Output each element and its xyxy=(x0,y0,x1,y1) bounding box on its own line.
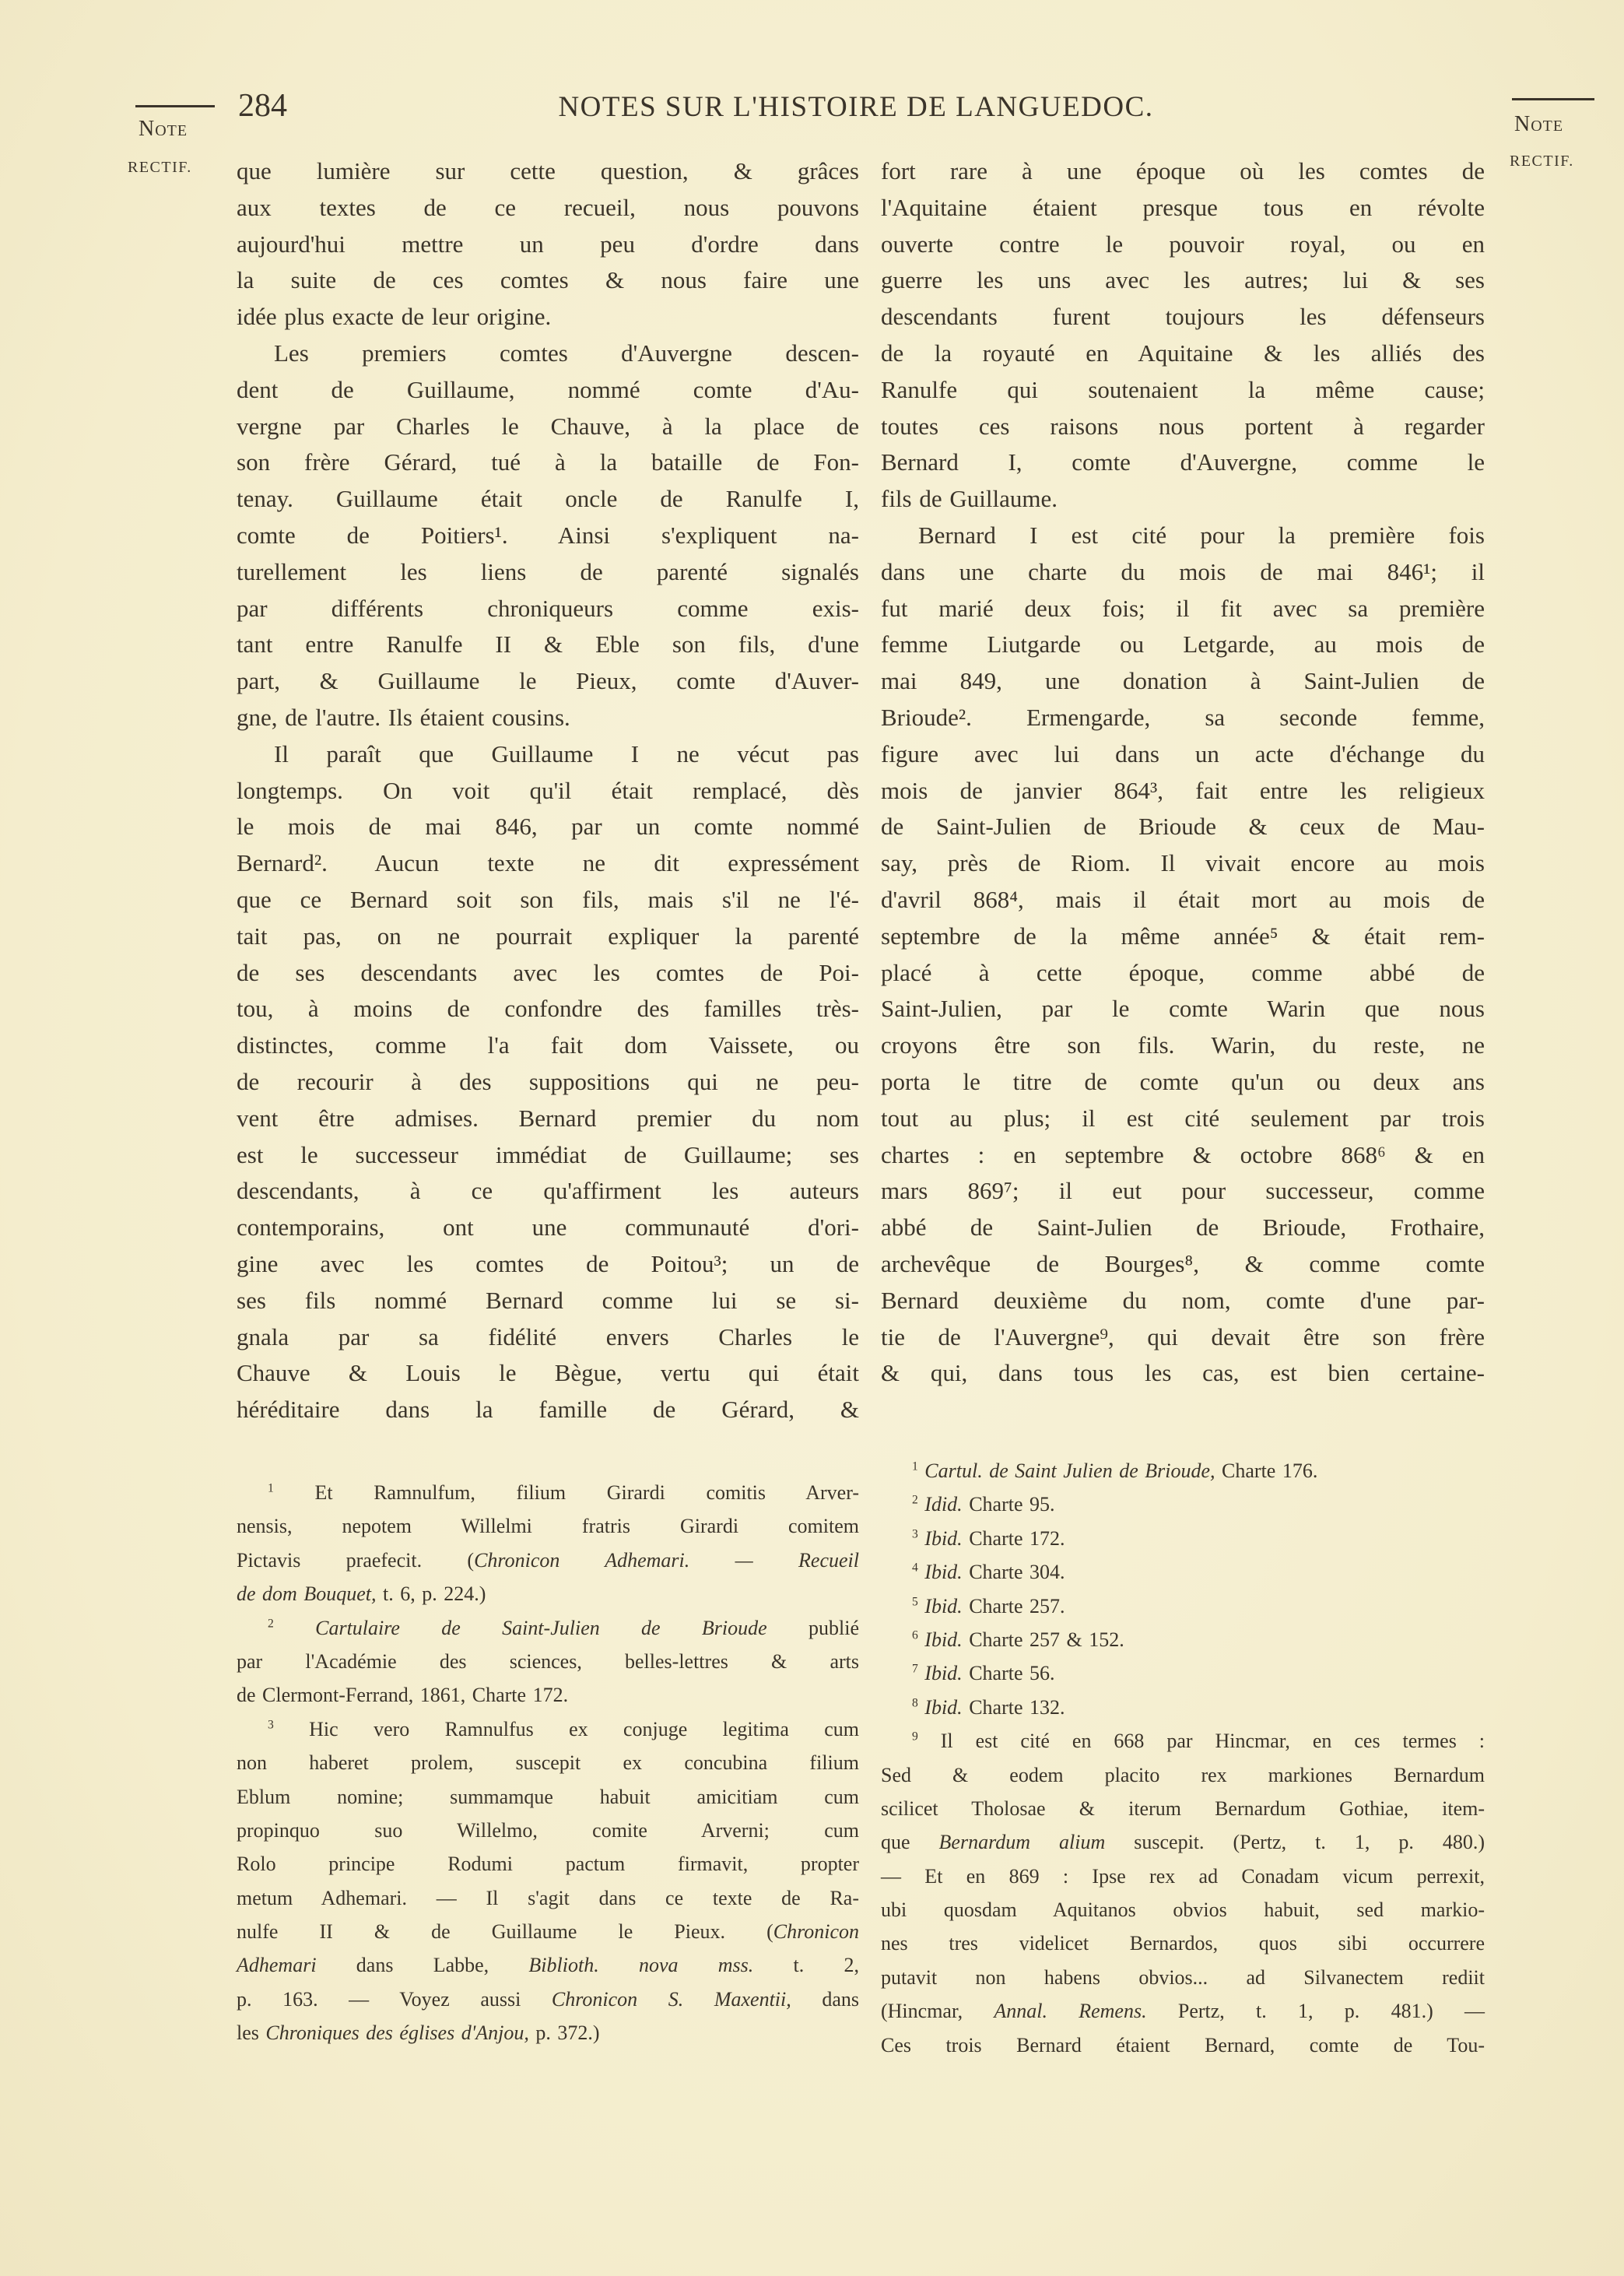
italic-citation: Cartul. de Saint Julien de Brioude, xyxy=(917,1459,1215,1482)
body-text-line: Saint-Julien, par le comte Warin que nous xyxy=(881,995,1485,1023)
text-segment: p. 163. — Voyez aussi xyxy=(237,1987,552,2011)
body-text-line: distinctes, comme l'a fait dom Vaissete, ou xyxy=(237,1031,859,1059)
footnote-line xyxy=(881,1522,1485,1555)
text-segment: t. 2, xyxy=(753,1954,859,1977)
footnote-line xyxy=(237,2016,859,2049)
footnote-line xyxy=(881,1961,1485,1994)
body-text-line: de recourir à des suppositions qui ne peu- xyxy=(237,1067,859,1095)
body-text-line: gine avec les comtes de Poitou³; un de xyxy=(237,1249,859,1277)
margin-note-right: Note xyxy=(1514,112,1564,136)
body-text-line: descendants furent toujours les défenseurs xyxy=(881,303,1485,331)
footnote-line xyxy=(237,1881,859,1915)
body-text-line: dans une charte du mois de mai 846¹; il xyxy=(881,557,1485,585)
body-text-line: héréditaire dans la famille de Gérard, & xyxy=(237,1396,859,1424)
footnote-line xyxy=(237,1544,859,1577)
body-text-line: que ce Bernard soit son fils, mais s'il ne l'é- xyxy=(237,885,859,913)
body-text-line: de la royauté en Aquitaine & les alliés des xyxy=(881,339,1485,367)
text-segment: Et Ramnulfum, filium Girardi comitis Arver- xyxy=(273,1481,859,1504)
footnote-line xyxy=(881,1893,1485,1927)
body-text-line: Les premiers comtes d'Auvergne descen- xyxy=(274,339,859,367)
body-text-line: vergne par Charles le Chauve, à la place de xyxy=(237,412,859,440)
footnote-line xyxy=(881,1656,1485,1690)
body-column-left xyxy=(237,153,859,1428)
text-segment: nulfe II & de Guillaume le Pieux. ( xyxy=(237,1920,773,1944)
footnote-number: 3 xyxy=(268,1718,274,1732)
body-text-line: descendants, à ce qu'affirment les auteurs xyxy=(237,1177,859,1205)
body-text-line: guerre les uns avec les autres; lui & ses xyxy=(881,266,1485,294)
body-text-line: tenay. Guillaume était oncle de Ranulfe I, xyxy=(237,485,859,513)
body-text-line: aujourd'hui mettre un peu d'ordre dans xyxy=(237,230,859,258)
body-text-line: mois de janvier 864³, fait entre les religieux xyxy=(881,776,1485,804)
italic-citation: Biblioth. nova mss. xyxy=(528,1954,754,1977)
footnote-line xyxy=(237,1678,859,1712)
text-segment: Il est cité en 668 par Hincmar, en ces termes : xyxy=(917,1730,1485,1753)
text-segment: Charte 176. xyxy=(1215,1459,1318,1482)
body-text-line: femme Liutgarde ou Letgarde, au mois de xyxy=(881,630,1485,659)
italic-citation: Chronicon xyxy=(773,1920,859,1944)
text-segment: putavit non habens obvios... ad Silvanectem rediit xyxy=(881,1965,1485,1989)
text-segment: metum Adhemari. — Il s'agit dans ce texte de Ra- xyxy=(237,1886,859,1909)
body-text-line: Bernard I est cité pour la première fois xyxy=(918,521,1485,549)
footnote-number: 1 xyxy=(268,1481,274,1495)
body-text-line: que lumière sur cette question, & grâces xyxy=(237,157,859,184)
footnote-line xyxy=(881,1792,1485,1825)
footnote-line xyxy=(881,1927,1485,1960)
italic-citation: de dom Bouquet, xyxy=(237,1582,377,1606)
body-text-line: placé à cette époque, comme abbé de xyxy=(881,958,1485,986)
body-text-line: Bernard². Aucun texte ne dit expressément xyxy=(237,849,859,877)
italic-citation: Chroniques des églises d'Anjou, xyxy=(265,2021,529,2045)
body-text-line: Bernard deuxième du nom, comte d'une par- xyxy=(881,1286,1485,1314)
footnote-line xyxy=(881,1758,1485,1792)
text-segment: Rolo principe Rodumi pactum firmavit, propter xyxy=(237,1853,859,1876)
italic-citation: Ibid. xyxy=(917,1628,963,1651)
italic-citation: Chronicon S. Maxentii, xyxy=(551,1987,791,2011)
body-text-line: say, près de Riom. Il vivait encore au mois xyxy=(881,849,1485,877)
body-text-line: par différents chroniqueurs comme exis- xyxy=(237,594,859,622)
footnote-number: 7 xyxy=(912,1662,918,1676)
italic-citation: Idid. xyxy=(917,1493,963,1516)
text-segment: non haberet prolem, suscepit ex concubina filium xyxy=(237,1751,859,1775)
body-text-line: abbé de Saint-Julien de Brioude, Frothaire, xyxy=(881,1214,1485,1242)
footnote-line xyxy=(237,1746,859,1779)
footnote-number: 2 xyxy=(268,1616,274,1630)
body-text-line: Il paraît que Guillaume I ne vécut pas xyxy=(274,739,859,767)
text-segment: scilicet Tholosae & iterum Bernardum Gothiae, item- xyxy=(881,1797,1485,1820)
text-segment: Charte 172. xyxy=(962,1526,1065,1550)
body-text-line: la suite de ces comtes & nous faire une xyxy=(237,266,859,294)
footnote-line xyxy=(881,1724,1485,1758)
text-segment: par l'Académie des sciences, belles-lettres & arts xyxy=(237,1649,859,1673)
body-text-line: vent être admises. Bernard premier du nom xyxy=(237,1104,859,1132)
text-segment: les xyxy=(237,2021,266,2045)
margin-rectif-left: RECTIF. xyxy=(128,159,192,176)
body-text-line: porta le titre de comte qu'un ou deux ans xyxy=(881,1067,1485,1095)
body-text-line: d'avril 868⁴, mais il était mort au mois de xyxy=(881,885,1485,913)
footnote-line xyxy=(881,1555,1485,1589)
footnote-line xyxy=(237,1712,859,1746)
body-text-line: fut marié deux fois; il fit avec sa première xyxy=(881,594,1485,622)
body-text-line: croyons être son fils. Warin, du reste, ne xyxy=(881,1031,1485,1059)
footnotes-left xyxy=(237,1476,859,2050)
body-text-line: archevêque de Bourges⁸, & comme comte xyxy=(881,1249,1485,1277)
body-text-line: fils de Guillaume. xyxy=(881,485,1058,513)
body-text-line: Chauve & Louis le Bègue, vertu qui était xyxy=(237,1359,859,1387)
body-text-line: idée plus exacte de leur origine. xyxy=(237,303,552,331)
footnote-line xyxy=(881,1825,1485,1859)
margin-note-left: Note xyxy=(139,117,188,141)
footnote-number: 2 xyxy=(912,1493,918,1507)
footnote-line xyxy=(237,1509,859,1543)
text-segment: dans xyxy=(791,1987,859,2011)
body-text-line: de ses descendants avec les comtes de Poi- xyxy=(237,958,859,986)
text-segment: t. 6, p. 224.) xyxy=(376,1582,486,1606)
body-text-line: gne, de l'autre. Ils étaient cousins. xyxy=(237,703,570,731)
body-text-line: fort rare à une époque où les comtes de xyxy=(881,157,1485,184)
footnote-line xyxy=(237,1645,859,1678)
italic-citation: Ibid. xyxy=(917,1594,963,1617)
page-number: 284 xyxy=(238,88,287,124)
body-text-line: de Saint-Julien de Brioude & ceux de Mau- xyxy=(881,813,1485,841)
footnote-line xyxy=(237,1915,859,1948)
text-segment: Sed & eodem placito rex markiones Bernardum xyxy=(881,1763,1485,1786)
body-text-line: Ranulfe qui soutenaient la même cause; xyxy=(881,375,1485,403)
text-segment: que xyxy=(881,1831,939,1854)
footnote-line xyxy=(237,1948,859,1982)
margin-rectif-right: RECTIF. xyxy=(1510,153,1574,170)
footnote-line xyxy=(237,1780,859,1814)
body-text-line: tant entre Ranulfe II & Eble son fils, d'une xyxy=(237,630,859,659)
footnote-line xyxy=(237,1814,859,1847)
italic-citation: Ibid. xyxy=(917,1526,963,1550)
footnote-number: 9 xyxy=(912,1730,918,1744)
text-segment: Pertz, t. 1, p. 481.) — xyxy=(1146,2000,1485,2023)
body-text-line: Bernard I, comte d'Auvergne, comme le xyxy=(881,448,1485,476)
footnote-line xyxy=(237,1847,859,1881)
text-segment: nensis, nepotem Willelmi fratris Girardi comitem xyxy=(237,1515,859,1538)
body-text-line: ses fils nommé Bernard comme lui se si- xyxy=(237,1286,859,1314)
italic-citation: Bernardum alium xyxy=(938,1831,1106,1854)
footnote-number: 3 xyxy=(912,1527,918,1541)
body-text-line: aux textes de ce recueil, nous pouvons xyxy=(237,193,859,221)
footnote-line xyxy=(237,1611,859,1645)
italic-citation: Annal. Remens. xyxy=(994,2000,1147,2023)
body-text-line: longtemps. On voit qu'il était remplacé, dès xyxy=(237,776,859,804)
footnote-line xyxy=(881,1860,1485,1893)
text-segment: Charte 257 & 152. xyxy=(962,1628,1124,1651)
text-segment: Charte 56. xyxy=(962,1662,1055,1685)
text-segment: dans Labbe, xyxy=(316,1954,529,1977)
text-segment: Charte 304. xyxy=(962,1561,1065,1584)
footnote-line xyxy=(881,1454,1485,1487)
text-segment: suscepit. (Pertz, t. 1, p. 480.) xyxy=(1105,1831,1485,1854)
text-segment: — Et en 869 : Ipse rex ad Conadam vicum perrexit, xyxy=(881,1864,1485,1888)
footnote-line xyxy=(237,1983,859,2016)
text-segment: Ces trois Bernard étaient Bernard, comte de Tou- xyxy=(881,2033,1485,2056)
footnote-line xyxy=(881,1623,1485,1656)
footnote-line xyxy=(881,1994,1485,2028)
body-text-line: dent de Guillaume, nommé comte d'Au- xyxy=(237,375,859,403)
running-title: NOTES SUR L'HISTOIRE DE LANGUEDOC. xyxy=(558,91,1154,123)
body-text-line: part, & Guillaume le Pieux, comte d'Auver- xyxy=(237,667,859,695)
text-segment: (Hincmar, xyxy=(881,2000,994,2023)
text-segment: Hic vero Ramnulfus ex conjuge legitima cum xyxy=(273,1717,859,1740)
body-text-line: mai 849, une donation à Saint-Julien de xyxy=(881,667,1485,695)
body-text-line: le mois de mai 846, par un comte nommé xyxy=(237,813,859,841)
text-segment: Pictavis praefecit. ( xyxy=(237,1548,475,1572)
body-text-line: l'Aquitaine étaient presque tous en révolte xyxy=(881,193,1485,221)
footnote-number: 1 xyxy=(912,1459,918,1473)
italic-citation: Ibid. xyxy=(917,1662,963,1685)
footnote-line xyxy=(237,1577,859,1610)
text-segment: publié xyxy=(766,1616,859,1639)
text-segment: nes tres videlicet Bernardos, quos sibi occurrere xyxy=(881,1932,1485,1955)
body-text-line: gnala par sa fidélité envers Charles le xyxy=(237,1322,859,1350)
italic-citation: Adhemari xyxy=(237,1954,317,1977)
footnote-number: 6 xyxy=(912,1628,918,1642)
body-text-line: tout au plus; il est cité seulement par trois xyxy=(881,1104,1485,1132)
footnote-number: 5 xyxy=(912,1594,918,1608)
text-segment: Charte 132. xyxy=(962,1695,1065,1719)
text-segment: Charte 95. xyxy=(962,1493,1055,1516)
body-text-line: tie de l'Auvergne⁹, qui devait être son frère xyxy=(881,1322,1485,1350)
italic-citation: Ibid. xyxy=(917,1561,963,1584)
body-text-line: figure avec lui dans un acte d'échange du xyxy=(881,739,1485,767)
footnote-line xyxy=(881,1589,1485,1623)
italic-citation: Ibid. xyxy=(917,1695,963,1719)
italic-citation: Cartulaire de Saint-Julien de Brioude xyxy=(273,1616,767,1639)
footnote-line xyxy=(881,2028,1485,2062)
footnote-line xyxy=(237,1476,859,1509)
text-segment: propinquo suo Willelmo, comite Arverni; cum xyxy=(237,1818,859,1842)
margin-rule-right xyxy=(1512,98,1594,100)
margin-rule-left xyxy=(135,105,215,107)
footnotes-right xyxy=(881,1454,1485,2062)
text-segment: Charte 257. xyxy=(962,1594,1065,1617)
footnote-number: 8 xyxy=(912,1696,918,1710)
body-text-line: ouverte contre le pouvoir royal, ou en xyxy=(881,230,1485,258)
italic-citation: Chronicon Adhemari. — Recueil xyxy=(474,1548,859,1572)
body-text-line: chartes : en septembre & octobre 868⁶ & en xyxy=(881,1140,1485,1168)
body-text-line: comte de Poitiers¹. Ainsi s'expliquent na- xyxy=(237,521,859,549)
body-text-line: mars 869⁷; il eut pour successeur, comme xyxy=(881,1177,1485,1205)
body-text-line: tait pas, on ne pourrait expliquer la parenté xyxy=(237,922,859,950)
body-text-line: Brioude². Ermengarde, sa seconde femme, xyxy=(881,703,1485,731)
body-text-line: contemporains, ont une communauté d'ori- xyxy=(237,1214,859,1242)
text-segment: p. 372.) xyxy=(528,2021,600,2045)
body-column-right xyxy=(881,153,1485,1392)
text-segment: ubi quosdam Aquitanos obvios habuit, sed markio- xyxy=(881,1898,1485,1922)
body-text-line: tou, à moins de confondre des familles très- xyxy=(237,995,859,1023)
body-text-line: toutes ces raisons nous portent à regarder xyxy=(881,412,1485,440)
body-text-line: est le successeur immédiat de Guillaume; ses xyxy=(237,1140,859,1168)
body-text-line: son frère Gérard, tué à la bataille de Fon- xyxy=(237,448,859,476)
footnote-line xyxy=(881,1487,1485,1521)
text-segment: Eblum nomine; summamque habuit amicitiam cum xyxy=(237,1785,859,1808)
body-text-line: turellement les liens de parenté signalés xyxy=(237,557,859,585)
body-text-line: & qui, dans tous les cas, est bien certaine- xyxy=(881,1359,1485,1387)
footnote-number: 4 xyxy=(912,1561,918,1575)
body-text-line: septembre de la même année⁵ & était rem- xyxy=(881,922,1485,950)
footnote-line xyxy=(881,1691,1485,1724)
text-segment: de Clermont-Ferrand, 1861, Charte 172. xyxy=(237,1684,569,1707)
